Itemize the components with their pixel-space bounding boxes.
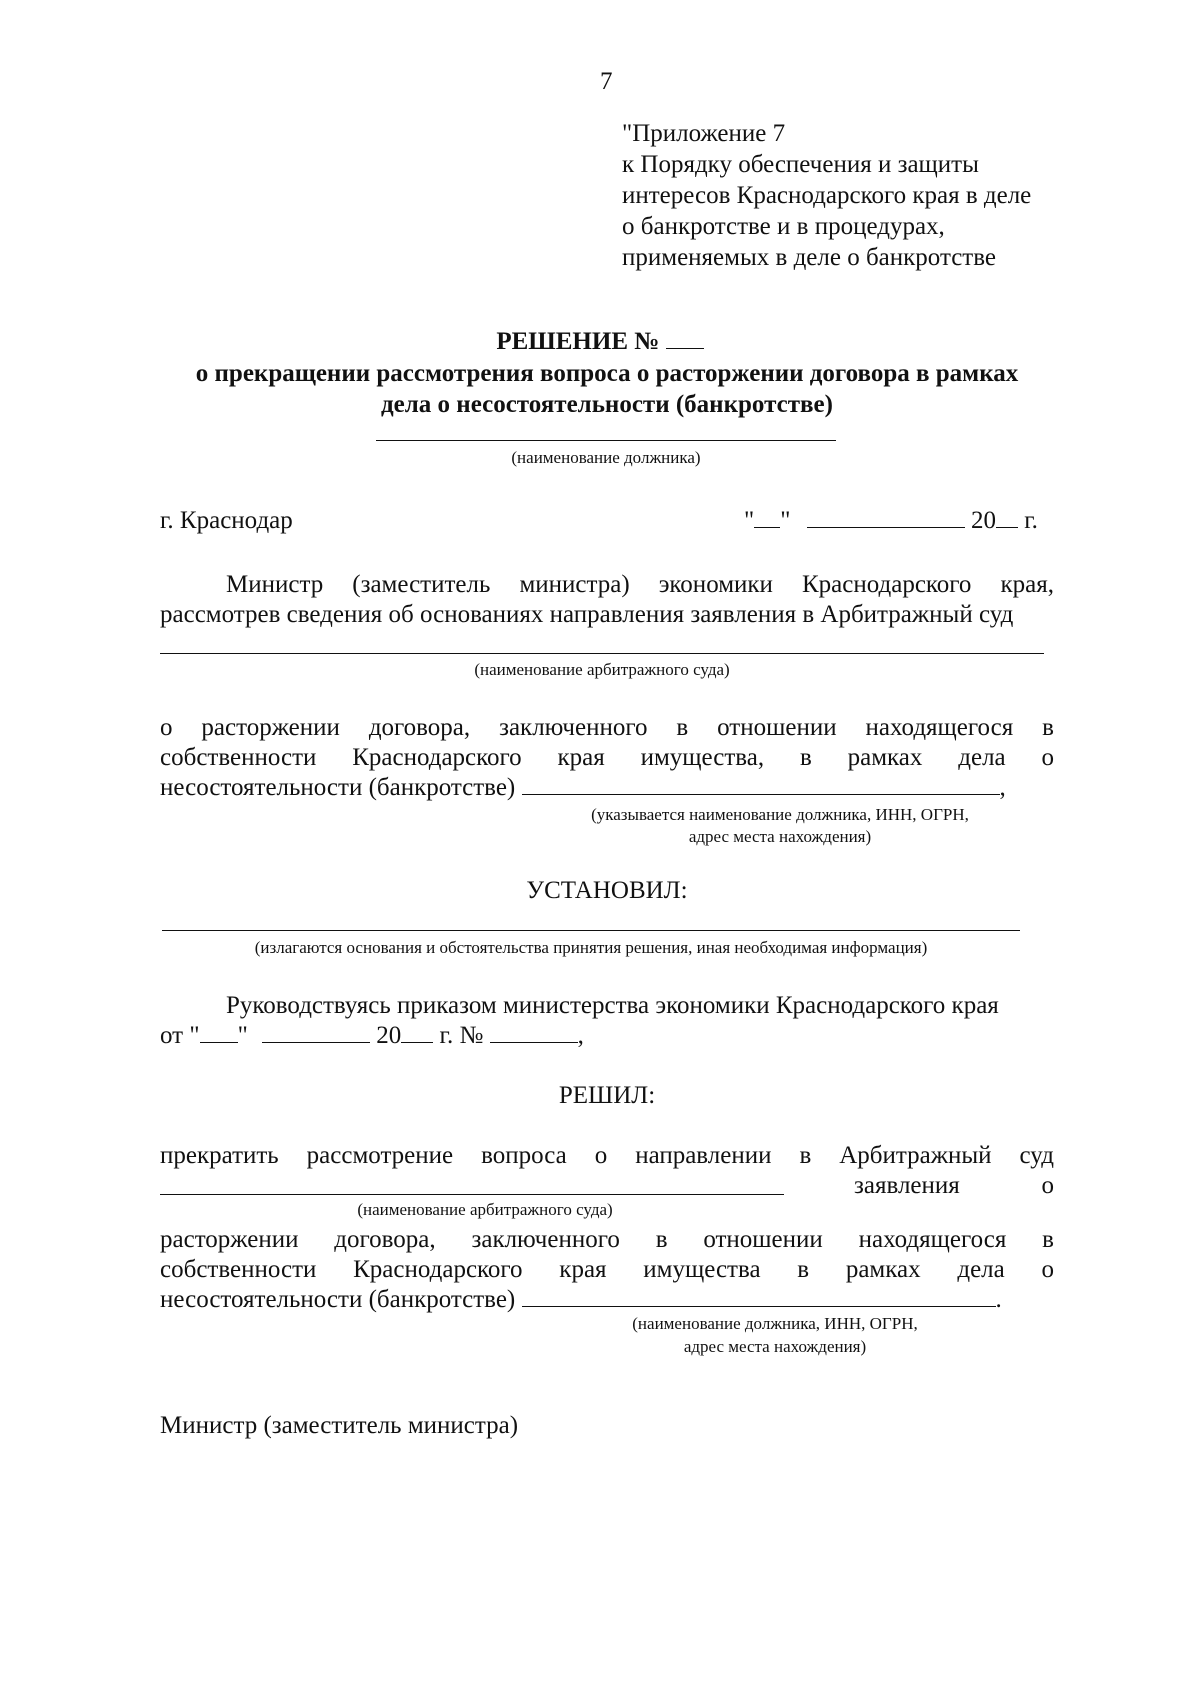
word: заявления — [854, 1172, 960, 1199]
decision-subtitle-1: о прекращении рассмотрения вопроса о расторжении договора в рамках — [195, 360, 1019, 387]
order-number-blank — [490, 1020, 578, 1043]
word: суд — [1019, 1142, 1054, 1169]
word: рамках — [847, 744, 923, 771]
word: заключенного — [471, 1226, 620, 1253]
word: договора, — [334, 1226, 436, 1253]
order-month-blank — [262, 1020, 370, 1043]
place: г. Краснодар — [160, 507, 293, 534]
word: в — [799, 744, 812, 771]
decided-line-4 — [160, 1254, 1054, 1285]
punct: , — [999, 774, 1006, 801]
guided-line-1: Руководствуясь приказом министерства экономики Краснодарского края — [226, 992, 999, 1019]
appendix-block — [622, 118, 1031, 273]
word: прекратить — [160, 1142, 279, 1169]
established-heading: УСТАНОВИЛ: — [526, 877, 688, 904]
word: имущества — [643, 1256, 761, 1283]
appendix-line: интересов Краснодарского края в деле — [622, 182, 1032, 209]
decision-title — [0, 326, 1200, 357]
appendix-line: "Приложение 7 — [622, 120, 786, 147]
appendix-line: о банкротстве и в процедурах, — [622, 213, 945, 240]
date-line — [744, 505, 1038, 536]
year-suffix: г. — [1024, 507, 1038, 534]
word: отношении — [703, 1226, 823, 1253]
quote-open: " — [744, 507, 755, 534]
intro-line-1 — [226, 569, 1054, 600]
word: дела — [957, 1256, 1005, 1283]
word: отношении — [717, 714, 837, 741]
appendix-line: к Порядку обеспечения и защиты — [622, 151, 979, 178]
word: Краснодарского — [352, 744, 522, 771]
decided-caption-2: адрес места нахождения) — [683, 1337, 867, 1356]
word: направлении — [635, 1142, 772, 1169]
debtor-details-blank — [522, 772, 1000, 795]
para2-caption-2: адрес места нахождения) — [688, 827, 872, 846]
word: края, — [1000, 571, 1054, 598]
word: расторжении — [201, 714, 340, 741]
para2-caption-1: (указывается наименование должника, ИНН, ОГРН, — [591, 805, 969, 824]
signature-label: Министр (заместитель министра) — [160, 1412, 519, 1439]
word: договора, — [368, 714, 471, 741]
decided-court-line — [160, 1194, 784, 1195]
para2-text: несостоятельности (банкротстве) — [160, 774, 516, 801]
word: в — [676, 714, 689, 741]
decided-caption-1: (наименование должника, ИНН, ОГРН, — [632, 1314, 918, 1333]
word: рассмотрение — [306, 1142, 454, 1169]
word: находящегося — [865, 714, 1014, 741]
word: экономики — [658, 571, 773, 598]
court-name-line — [160, 653, 1044, 654]
punct: , — [577, 1022, 584, 1049]
decided-court-caption: (наименование арбитражного суда) — [357, 1200, 613, 1219]
order-day-blank — [200, 1020, 238, 1043]
decision-subtitle-2: дела о несостоятельности (банкротстве) — [381, 391, 833, 418]
order-year-prefix: 20 — [376, 1022, 402, 1049]
number-blank — [666, 326, 704, 349]
order-number-label: г. № — [439, 1022, 484, 1049]
decided-heading: РЕШИЛ: — [558, 1082, 656, 1109]
word: собственности — [160, 744, 317, 771]
word: министра) — [519, 571, 630, 598]
decided-line-1 — [160, 1140, 1054, 1171]
para2-line-2 — [160, 742, 1054, 773]
decided-text: несостоятельности (банкротстве) — [160, 1286, 516, 1313]
year-prefix: 20 — [970, 507, 996, 534]
established-line — [162, 930, 1020, 931]
word: расторжении — [160, 1226, 299, 1253]
decision-heading: РЕШЕНИЕ № — [496, 328, 660, 355]
word: (заместитель — [352, 571, 491, 598]
word: о — [594, 1142, 608, 1169]
page-number: 7 — [600, 68, 613, 95]
decided-debtor-blank — [522, 1284, 996, 1307]
word: о — [1041, 744, 1054, 771]
intro-line-2: рассмотрев сведения об основаниях направления заявления в Арбитражный суд — [160, 601, 1014, 628]
debtor-name-line — [376, 440, 836, 441]
quote-close: " — [237, 1022, 248, 1049]
debtor-caption: (наименование должника) — [511, 448, 701, 467]
word: вопроса — [481, 1142, 567, 1169]
word: в — [1042, 714, 1054, 741]
word: края — [559, 1256, 607, 1283]
day-blank — [754, 505, 780, 528]
word: в — [797, 1256, 810, 1283]
word: в — [799, 1142, 812, 1169]
word: заключенного — [499, 714, 648, 741]
word: края — [557, 744, 605, 771]
word: Министр — [226, 571, 324, 598]
decided-line-5 — [160, 1284, 1002, 1315]
word: о — [160, 714, 173, 741]
word: Арбитражный — [839, 1142, 992, 1169]
word: о — [1041, 1256, 1054, 1283]
ot-text: от " — [160, 1022, 200, 1049]
word: в — [655, 1226, 668, 1253]
order-year-blank — [401, 1020, 433, 1043]
word: собственности — [160, 1256, 317, 1283]
para2-line-1 — [160, 712, 1054, 743]
decided-line-2 — [854, 1170, 1054, 1201]
word: имущества, — [640, 744, 765, 771]
word: дела — [958, 744, 1006, 771]
word: Краснодарского — [801, 571, 972, 598]
word: о — [1041, 1172, 1054, 1199]
guided-line-2 — [160, 1020, 584, 1051]
established-caption: (излагаются основания и обстоятельства принятия решения, иная необходимая информация) — [254, 938, 928, 957]
word: в — [1042, 1226, 1054, 1253]
quote-close: " — [780, 507, 791, 534]
appendix-line: применяемых в деле о банкротстве — [622, 244, 996, 271]
word: рамках — [845, 1256, 921, 1283]
month-blank — [807, 505, 965, 528]
word: Краснодарского — [353, 1256, 523, 1283]
court-caption: (наименование арбитражного суда) — [474, 660, 730, 679]
word: находящегося — [858, 1226, 1007, 1253]
punct: . — [995, 1286, 1002, 1313]
decided-line-3 — [160, 1224, 1054, 1255]
para2-line-3 — [160, 772, 1006, 803]
year-blank — [996, 505, 1018, 528]
